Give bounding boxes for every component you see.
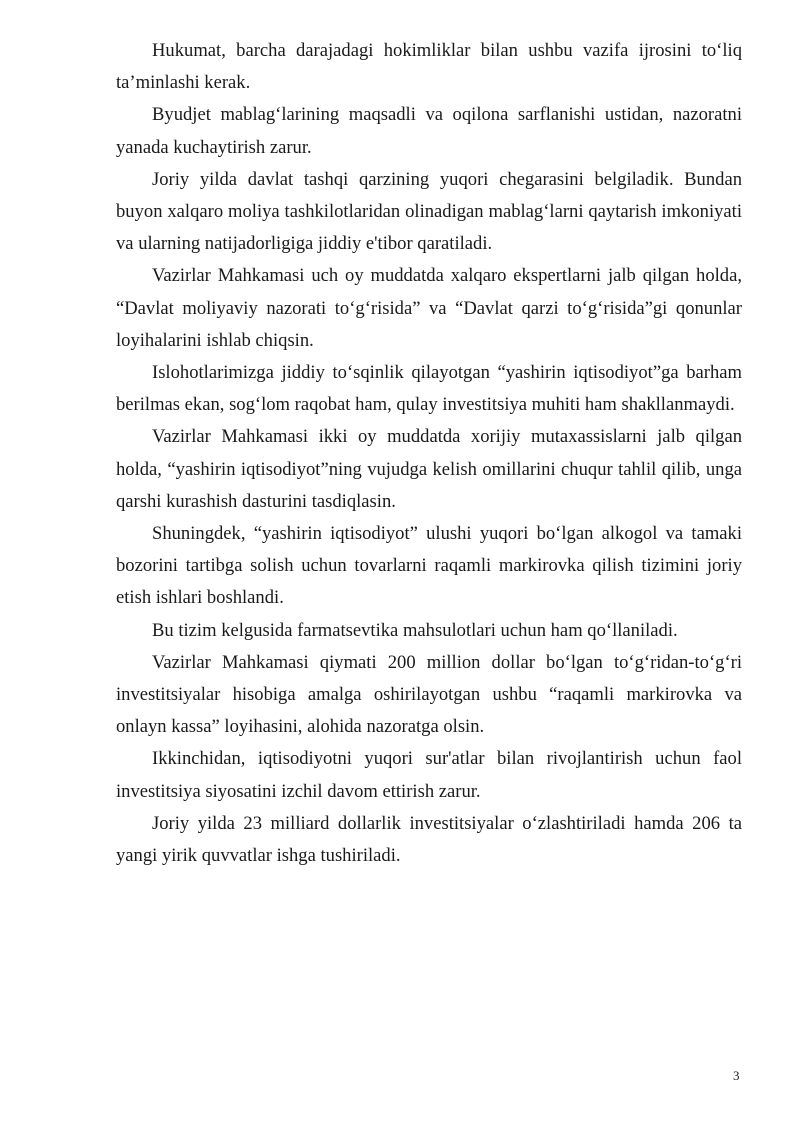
paragraph: Vazirlar Mahkamasi uch oy muddatda xalqaro ekspertlarni jalb qilgan holda, “Davlat moliyaviy nazorati to‘g‘risida” va “Davlat qarzi to‘g‘risida”gi qonunlar loyihalarini ishlab chiqsin.	[116, 265, 742, 351]
paragraph: Hukumat, barcha darajadagi hokimliklar bilan ushbu vazifa ijrosini to‘liq ta’minlashi kerak.	[116, 40, 742, 94]
document-body	[116, 35, 742, 872]
page-number: 3	[733, 1068, 740, 1083]
paragraph: Shuningdek, “yashirin iqtisodiyot” ulushi yuqori bo‘lgan alkogol va tamaki bozorini tartibga solish uchun tovarlarni raqamli markirovka qilish tizimini joriy etish ishlari boshlandi.	[116, 523, 742, 609]
paragraph: Bu tizim kelgusida farmatsevtika mahsulotlari uchun ham qo‘llaniladi.	[152, 619, 678, 641]
paragraph: Joriy yilda davlat tashqi qarzining yuqori chegarasini belgiladik. Bundan buyon xalqaro moliya tashkilotlaridan olinadigan mablag‘larni qaytarish imkoniyati va ularning natijadorligiga jiddiy e'tibor qaratiladi.	[116, 168, 742, 255]
paragraph: Islohotlarimizga jiddiy to‘sqinlik qilayotgan “yashirin iqtisodiyot”ga barham berilmas ekan, sog‘lom raqobat ham, qulay investitsiya muhiti ham shakllanmaydi.	[116, 362, 742, 416]
paragraph: Vazirlar Mahkamasi ikki oy muddatda xorijiy mutaxassislarni jalb qilgan holda, “yashirin iqtisodiyot”ning vujudga kelish omillarini chuqur tahlil qilib, unga qarshi kurashish dasturini tasdiqlasin.	[116, 426, 742, 512]
paragraph: Vazirlar Mahkamasi qiymati 200 million dollar bo‘lgan to‘g‘ridan-to‘g‘ri investitsiyalar hisobiga amalga oshirilayotgan ushbu “raqamli markirovka va onlayn kassa” loyihasini, alohida nazoratga olsin.	[116, 651, 742, 738]
paragraph: Ikkinchidan, iqtisodiyotni yuqori sur'atlar bilan rivojlantirish uchun faol investitsiya siyosatini izchil davom ettirish zarur.	[116, 748, 742, 802]
paragraph: Byudjet mablag‘larining maqsadli va oqilona sarflanishi ustidan, nazoratni yanada kuchaytirish zarur.	[116, 104, 742, 158]
paragraph: Joriy yilda 23 milliard dollarlik investitsiyalar o‘zlashtiriladi hamda 206 ta yangi yirik quvvatlar ishga tushiriladi.	[116, 812, 742, 867]
